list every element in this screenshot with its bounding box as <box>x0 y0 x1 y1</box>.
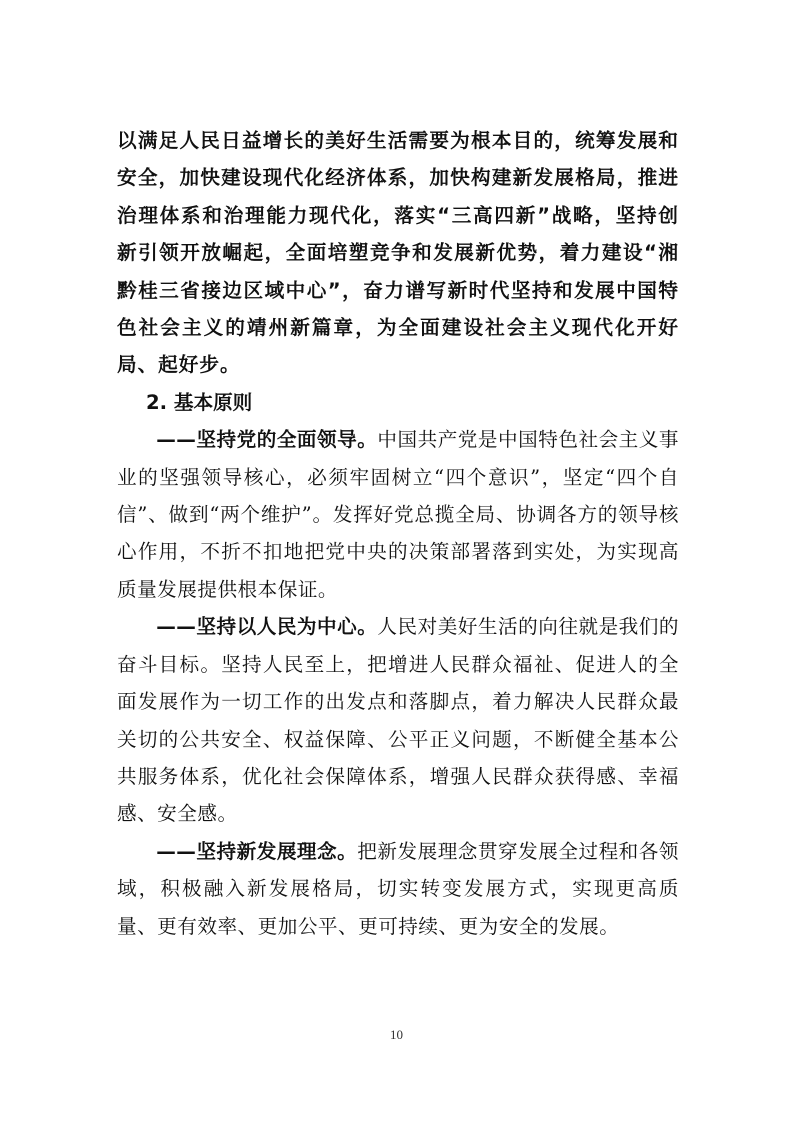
principle-paragraph <box>117 608 679 832</box>
principle-body: 人民对美好生活的向往就是我们的奋斗目标。坚持人民至上，把增进人民群众福祉、促进人的全面发展作为一切工作的出发点和落脚点，着力解决人民群众最关切的公共安全、权益保障、公平正义问题，不断健全基本公共服务体系，优化社会保障体系，增强人民群众获得感、幸福感、安全感。 <box>117 615 679 826</box>
page-number: 10 <box>390 1027 403 1042</box>
principle-title: ——坚持新发展理念。 <box>156 839 358 863</box>
principle-body: 把新发展理念贯穿发展全过程和各领域，积极融入新发展格局，切实转变发展方式，实现更高质量、更有效率、更加公平、更可持续、更为安全的发展。 <box>117 839 679 938</box>
principle-paragraph <box>117 833 679 945</box>
document-body <box>117 122 679 945</box>
principle-paragraph <box>117 421 679 608</box>
section-heading: 2. 基本原则 <box>146 390 253 414</box>
principle-title: ——坚持以人民为中心。 <box>156 615 378 639</box>
principle-body: 中国共产党是中国特色社会主义事业的坚强领导核心，必须牢固树立“四个意识”，坚定“四个自信”、做到“两个维护”。发挥好党总揽全局、协调各方的领导核心作用，不折不扣地把党中央的决策部署落到实处，为实现高质量发展提供根本保证。 <box>117 428 679 601</box>
principle-title: ——坚持党的全面领导。 <box>156 428 378 452</box>
intro-paragraph: 以满足人民日益增长的美好生活需要为根本目的，统筹发展和安全，加快建设现代化经济体系，加快构建新发展格局，推进治理体系和治理能力现代化，落实“三高四新”战略，坚持创新引领开放崛起，全面培塑竞争和发展新优势，着力建设“湘黔桂三省接边区域中心”，奋力谱写新时代坚持和发展中国特色社会主义的靖州新篇章，为全面建设社会主义现代化开好局、起好步。 <box>117 129 679 377</box>
